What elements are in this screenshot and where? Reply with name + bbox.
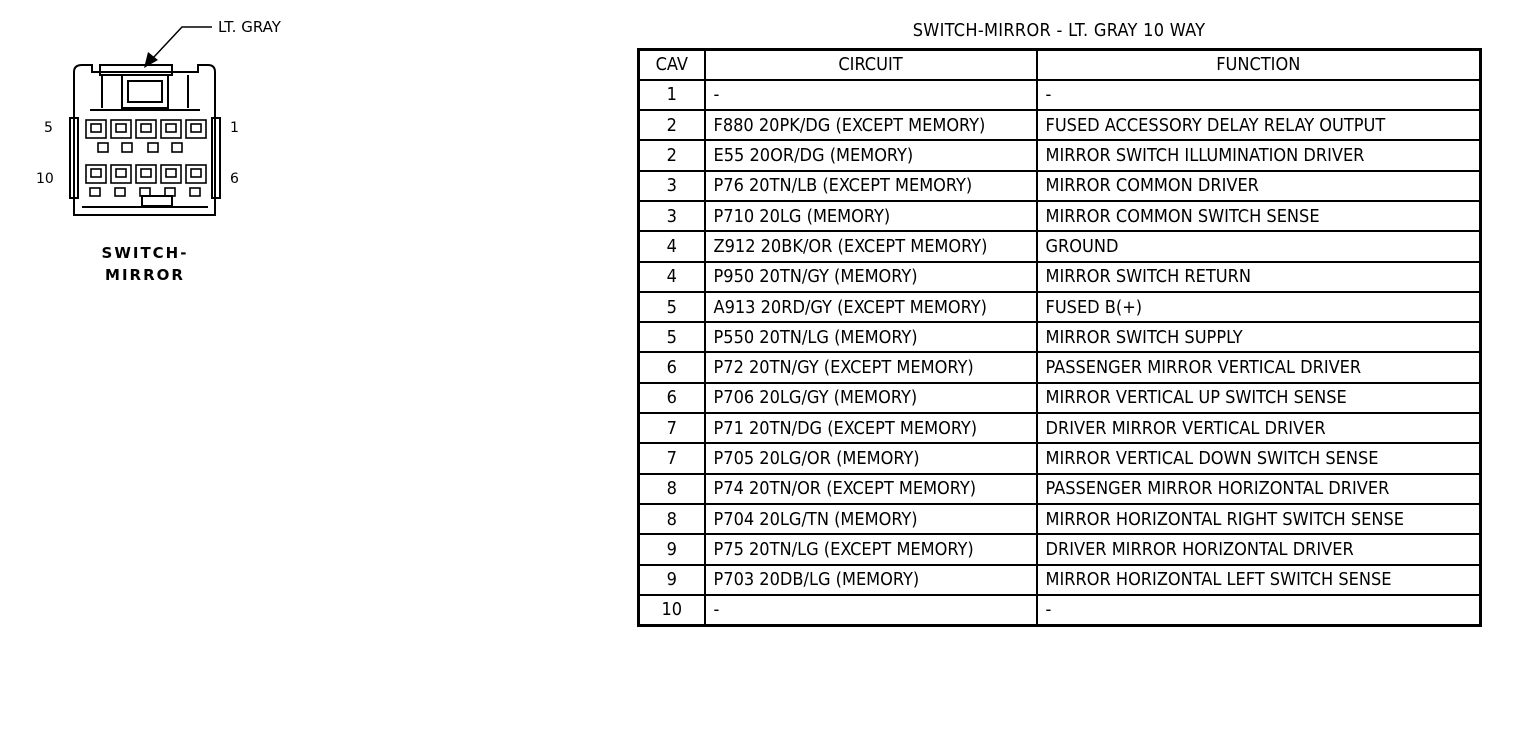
terminal-cavity	[136, 165, 156, 183]
lock-slot	[148, 143, 158, 152]
cell-cav: 7	[639, 413, 705, 443]
table-row	[639, 352, 1481, 382]
cell-circuit: P76 20TN/LB (EXCEPT MEMORY)	[705, 171, 1037, 201]
cell-function: FUSED ACCESSORY DELAY RELAY OUTPUT	[1037, 110, 1481, 140]
table-row	[639, 80, 1481, 110]
terminal-cavities	[86, 120, 206, 196]
pin-label-bottom-left: 10	[36, 171, 54, 187]
cell-cav: 5	[639, 322, 705, 352]
cell-function: MIRROR COMMON SWITCH SENSE	[1037, 201, 1481, 231]
table-header-row	[639, 50, 1481, 80]
table-title: SWITCH-MIRROR - LT. GRAY 10 WAY	[912, 20, 1206, 41]
terminal-cavity	[161, 165, 181, 183]
terminal-cavity	[111, 120, 131, 138]
cell-function: MIRROR SWITCH SUPPLY	[1037, 322, 1481, 352]
table-row	[639, 504, 1481, 534]
cell-circuit: -	[705, 80, 1037, 110]
pin-label-top-right: 1	[230, 120, 239, 136]
cell-function: MIRROR SWITCH RETURN	[1037, 262, 1481, 292]
terminal-tab	[140, 188, 150, 196]
cell-circuit: P74 20TN/OR (EXCEPT MEMORY)	[705, 474, 1037, 504]
pin-label-top-left: 5	[44, 120, 53, 136]
cell-circuit: P704 20LG/TN (MEMORY)	[705, 504, 1037, 534]
cell-function: DRIVER MIRROR HORIZONTAL DRIVER	[1037, 534, 1481, 564]
cell-cav: 1	[639, 80, 705, 110]
cell-circuit: A913 20RD/GY (EXCEPT MEMORY)	[705, 292, 1037, 322]
table-row	[639, 201, 1481, 231]
cell-function: MIRROR VERTICAL UP SWITCH SENSE	[1037, 383, 1481, 413]
terminal-tab	[165, 188, 175, 196]
terminal-cavity	[161, 120, 181, 138]
cell-function: DRIVER MIRROR VERTICAL DRIVER	[1037, 413, 1481, 443]
cell-cav: 6	[639, 352, 705, 382]
table-row	[639, 231, 1481, 261]
cell-cav: 8	[639, 474, 705, 504]
cell-cav: 9	[639, 565, 705, 595]
table-row	[639, 262, 1481, 292]
cell-cav: 6	[639, 383, 705, 413]
connector-housing	[70, 65, 220, 215]
header-cav: CAV	[639, 50, 705, 80]
table-row	[639, 534, 1481, 564]
cell-cav: 4	[639, 262, 705, 292]
table-row	[639, 443, 1481, 473]
terminal-tab	[190, 188, 200, 196]
cell-cav: 4	[639, 231, 705, 261]
cell-circuit: P75 20TN/LG (EXCEPT MEMORY)	[705, 534, 1037, 564]
cell-function: PASSENGER MIRROR HORIZONTAL DRIVER	[1037, 474, 1481, 504]
cell-cav: 8	[639, 504, 705, 534]
terminal-cavity	[86, 165, 106, 183]
cell-cav: 5	[639, 292, 705, 322]
cell-circuit: P71 20TN/DG (EXCEPT MEMORY)	[705, 413, 1037, 443]
cell-circuit: P72 20TN/GY (EXCEPT MEMORY)	[705, 352, 1037, 382]
lock-slot	[98, 143, 108, 152]
cell-function: MIRROR HORIZONTAL LEFT SWITCH SENSE	[1037, 565, 1481, 595]
cell-circuit: Z912 20BK/OR (EXCEPT MEMORY)	[705, 231, 1037, 261]
table-row	[639, 322, 1481, 352]
connector-color-label: LT. GRAY	[218, 18, 281, 36]
cell-circuit: P705 20LG/OR (MEMORY)	[705, 443, 1037, 473]
table-row	[639, 110, 1481, 140]
terminal-tab	[115, 188, 125, 196]
terminal-cavity	[136, 120, 156, 138]
cell-function: FUSED B(+)	[1037, 292, 1481, 322]
header-function: FUNCTION	[1037, 50, 1481, 80]
table-row	[639, 474, 1481, 504]
cell-circuit: P550 20TN/LG (MEMORY)	[705, 322, 1037, 352]
cell-function: -	[1037, 80, 1481, 110]
cell-cav: 9	[639, 534, 705, 564]
terminal-cavity	[186, 165, 206, 183]
cell-circuit: P706 20LG/GY (MEMORY)	[705, 383, 1037, 413]
cell-cav: 10	[639, 595, 705, 625]
cell-cav: 2	[639, 110, 705, 140]
lock-slot	[122, 143, 132, 152]
cell-circuit: P950 20TN/GY (MEMORY)	[705, 262, 1037, 292]
table-row	[639, 565, 1481, 595]
connector-name-line-2: MIRROR	[105, 266, 185, 284]
table-row	[639, 595, 1481, 625]
pin-label-bottom-right: 6	[230, 171, 239, 187]
terminal-cavity	[186, 120, 206, 138]
terminal-cavity	[86, 120, 106, 138]
pinout-table	[637, 48, 1482, 627]
cell-function: MIRROR COMMON DRIVER	[1037, 171, 1481, 201]
table-row	[639, 171, 1481, 201]
cell-cav: 3	[639, 171, 705, 201]
cell-cav: 3	[639, 201, 705, 231]
table-row	[639, 413, 1481, 443]
cell-function: -	[1037, 595, 1481, 625]
cell-circuit: -	[705, 595, 1037, 625]
lock-slot	[172, 143, 182, 152]
connector-name-line-1: SWITCH-	[101, 244, 189, 262]
leader-arrow	[153, 27, 212, 58]
cell-function: MIRROR HORIZONTAL RIGHT SWITCH SENSE	[1037, 504, 1481, 534]
cell-function: PASSENGER MIRROR VERTICAL DRIVER	[1037, 352, 1481, 382]
connector-diagram	[30, 10, 300, 300]
cell-function: GROUND	[1037, 231, 1481, 261]
cell-circuit: E55 20OR/DG (MEMORY)	[705, 140, 1037, 170]
table-row	[639, 383, 1481, 413]
cell-circuit: P703 20DB/LG (MEMORY)	[705, 565, 1037, 595]
cell-function: MIRROR VERTICAL DOWN SWITCH SENSE	[1037, 443, 1481, 473]
terminal-cavity	[111, 165, 131, 183]
table-row	[639, 292, 1481, 322]
cell-cav: 7	[639, 443, 705, 473]
header-circuit: CIRCUIT	[705, 50, 1037, 80]
terminal-tab	[90, 188, 100, 196]
cell-circuit: F880 20PK/DG (EXCEPT MEMORY)	[705, 110, 1037, 140]
cell-cav: 2	[639, 140, 705, 170]
table-row	[639, 140, 1481, 170]
cell-circuit: P710 20LG (MEMORY)	[705, 201, 1037, 231]
cell-function: MIRROR SWITCH ILLUMINATION DRIVER	[1037, 140, 1481, 170]
